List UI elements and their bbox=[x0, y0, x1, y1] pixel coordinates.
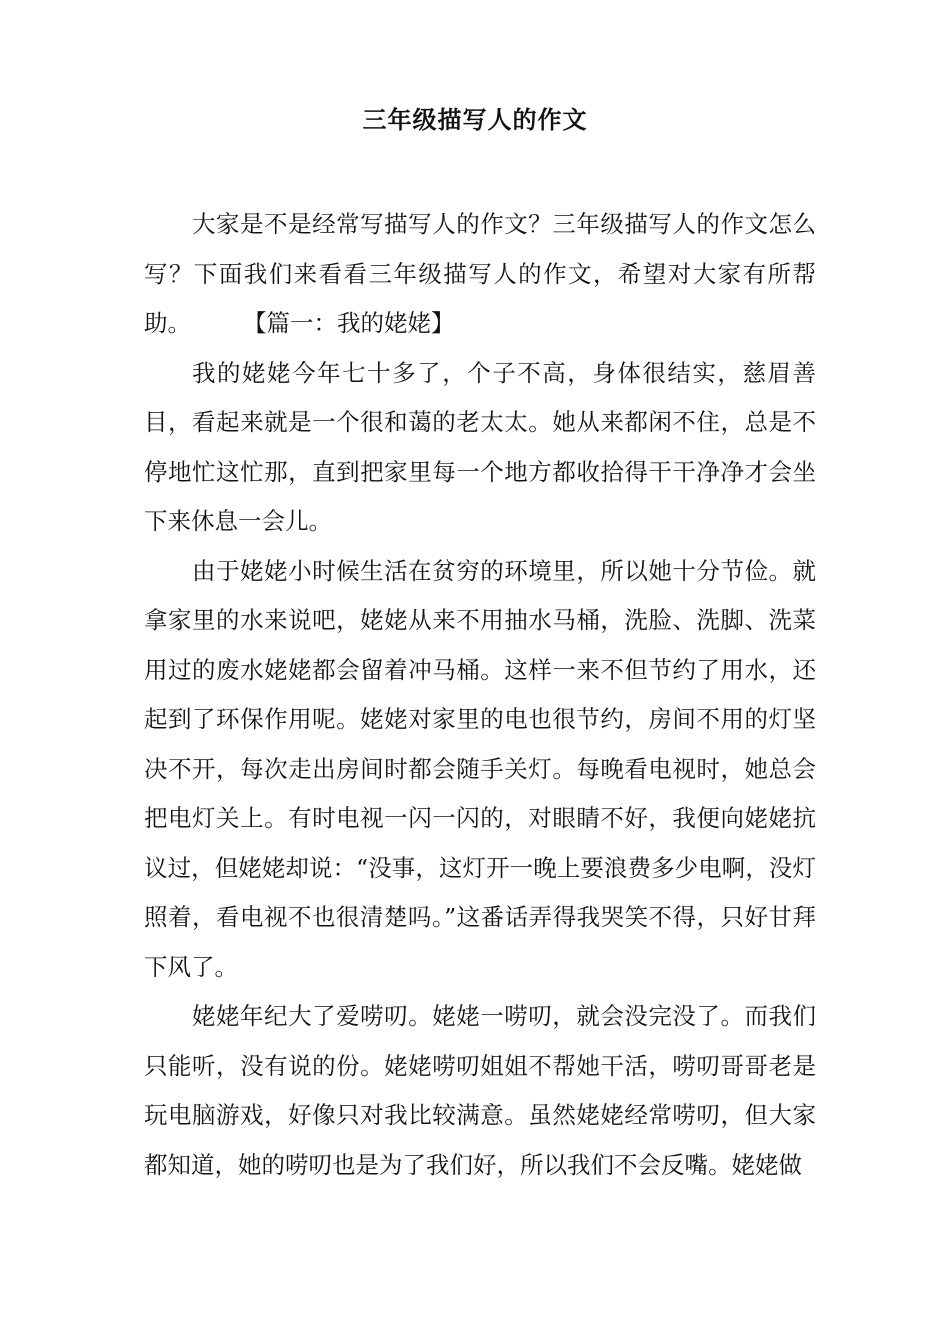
document-body bbox=[144, 200, 816, 1190]
section-heading: 【篇一：我的姥姥】 bbox=[243, 309, 455, 337]
body-paragraph: 姥姥年纪大了爱唠叨。姥姥一唠叨，就会没完没了。而我们只能听，没有说的份。姥姥唠叨姐姐不帮她干活，唠叨哥哥老是玩电脑游戏，好像只对我比较满意。虽然姥姥经常唠叨，但大家都知道，她的唠叨也是为了我们好，所以我们不会反嘴。姥姥做 bbox=[144, 1002, 816, 1179]
body-paragraph: 由于姥姥小时候生活在贫穷的环境里，所以她十分节俭。就拿家里的水来说吧，姥姥从来不用抽水马桶，洗脸、洗脚、洗菜用过的废水姥姥都会留着冲马桶。这样一来不但节约了用水，还起到了环保作用呢。姥姥对家里的电也很节约，房间不用的灯坚决不开，每次走出房间时都会随手关灯。每晚看电视时，她总会把电灯关上。有时电视一闪一闪的，对眼睛不好，我便向姥姥抗议过，但姥姥却说：“没事，这灯开一晚上要浪费多少电啊，没灯照着，看电视不也很清楚吗。”这番话弄得我哭笑不得，只好甘拜下风了。 bbox=[144, 556, 816, 981]
body-paragraph: 我的姥姥今年七十多了，个子不高，身体很结实，慈眉善目，看起来就是一个很和蔼的老太太。她从来都闲不住，总是不停地忙这忙那，直到把家里每一个地方都收拾得干干净净才会坐下来休息一会儿。 bbox=[144, 358, 816, 535]
document-title: 三年级描写人的作文 bbox=[362, 105, 588, 134]
intro-paragraph bbox=[144, 200, 816, 349]
intro-text: 大家是不是经常写描写人的作文？三年级描写人的作文怎么写？下面我们来看看三年级描写人的作文，希望对大家有所帮助。 bbox=[144, 210, 816, 337]
